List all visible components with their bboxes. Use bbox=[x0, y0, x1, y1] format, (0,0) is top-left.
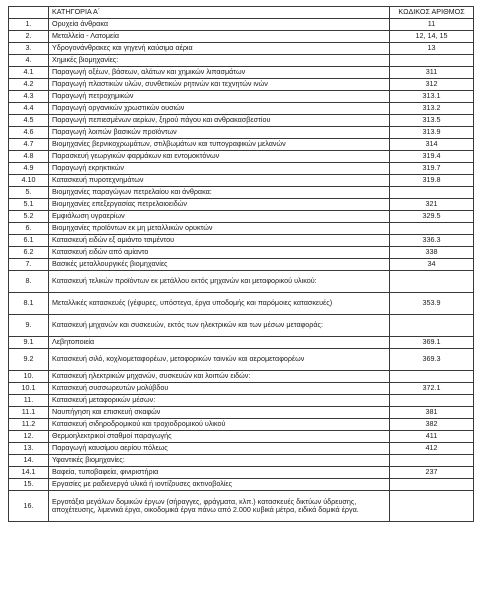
row-description: Κατασκευή σιδηροδρομικού και τροχιοδρομικού υλικού bbox=[49, 419, 390, 431]
row-code: 313.1 bbox=[390, 91, 474, 103]
row-number: 6. bbox=[9, 223, 49, 235]
table-row bbox=[9, 479, 474, 491]
row-number: 5.1 bbox=[9, 199, 49, 211]
row-number: 16. bbox=[9, 491, 49, 522]
row-code bbox=[390, 315, 474, 337]
row-code: 313.9 bbox=[390, 127, 474, 139]
row-number: 14.1 bbox=[9, 467, 49, 479]
header-category: ΚΑΤΗΓΟΡΙΑ Α΄ bbox=[49, 7, 390, 19]
table-row bbox=[9, 19, 474, 31]
row-description: Μεταλλικές κατασκευές (γέφυρες, υπόστεγα, έργα υποδομής και παρόμοιες κατασκευές) bbox=[49, 293, 390, 315]
row-description: Παραγωγή πετροχημικών bbox=[49, 91, 390, 103]
row-code bbox=[390, 223, 474, 235]
row-code: 13 bbox=[390, 43, 474, 55]
row-number: 10.1 bbox=[9, 383, 49, 395]
row-description: Κατασκευή πυροτεχνημάτων bbox=[49, 175, 390, 187]
table-row bbox=[9, 67, 474, 79]
table-row bbox=[9, 491, 474, 522]
row-number: 11. bbox=[9, 395, 49, 407]
row-description: Ορυχεία άνθρακα bbox=[49, 19, 390, 31]
row-code: 329.5 bbox=[390, 211, 474, 223]
table-row bbox=[9, 419, 474, 431]
row-description: Παρασκευή γεωργικών φαρμάκων και εντομοκτόνων bbox=[49, 151, 390, 163]
row-number: 2. bbox=[9, 31, 49, 43]
row-number: 14. bbox=[9, 455, 49, 467]
table-row bbox=[9, 247, 474, 259]
row-code bbox=[390, 55, 474, 67]
row-number: 15. bbox=[9, 479, 49, 491]
row-description: Παραγωγή οργανικών χρωστικών ουσιών bbox=[49, 103, 390, 115]
row-number: 9.1 bbox=[9, 337, 49, 349]
table-row bbox=[9, 139, 474, 151]
row-description: Παραγωγή καυσίμου αερίου πόλεως bbox=[49, 443, 390, 455]
row-code: 338 bbox=[390, 247, 474, 259]
row-code: 12, 14, 15 bbox=[390, 31, 474, 43]
table-body bbox=[9, 19, 474, 522]
row-code bbox=[390, 491, 474, 522]
table-row bbox=[9, 127, 474, 139]
row-code: 412 bbox=[390, 443, 474, 455]
table-row bbox=[9, 91, 474, 103]
table-row bbox=[9, 337, 474, 349]
row-number: 4.8 bbox=[9, 151, 49, 163]
row-code: 381 bbox=[390, 407, 474, 419]
table-row bbox=[9, 187, 474, 199]
row-code: 313.2 bbox=[390, 103, 474, 115]
row-description: Παραγωγή πλαστικών υλών, συνθετικών ρητινών και τεχνητών ινών bbox=[49, 79, 390, 91]
row-code: 411 bbox=[390, 431, 474, 443]
row-code: 311 bbox=[390, 67, 474, 79]
table-row bbox=[9, 371, 474, 383]
row-code: 372.1 bbox=[390, 383, 474, 395]
row-description: Μεταλλεία - Λατομεία bbox=[49, 31, 390, 43]
row-code: 34 bbox=[390, 259, 474, 271]
row-description: Κατασκευή ειδών από αμίαντο bbox=[49, 247, 390, 259]
table-row bbox=[9, 455, 474, 467]
table-row bbox=[9, 163, 474, 175]
row-code: 237 bbox=[390, 467, 474, 479]
table-row bbox=[9, 407, 474, 419]
table-row bbox=[9, 431, 474, 443]
row-number: 6.1 bbox=[9, 235, 49, 247]
table-row bbox=[9, 395, 474, 407]
row-description: Κατασκευή τελικών προϊόντων εκ μετάλλου εκτός μηχανών και μεταφορικού υλικού: bbox=[49, 271, 390, 293]
table-row bbox=[9, 199, 474, 211]
row-number: 4.10 bbox=[9, 175, 49, 187]
row-number: 5.2 bbox=[9, 211, 49, 223]
row-description: Χημικές βιομηχανίες: bbox=[49, 55, 390, 67]
row-description: Υδρογονάνθρακες και γηγενή καύσιμα αέρια bbox=[49, 43, 390, 55]
row-description: Υφαντικές βιομηχανίες: bbox=[49, 455, 390, 467]
row-description: Παραγωγή πεπιεσμένων αερίων, ξηρού πάγου και ανθρακασβεστίου bbox=[49, 115, 390, 127]
row-number: 4.1 bbox=[9, 67, 49, 79]
row-description: Βιομηχανίες βερνικοχρωμάτων, στιλβωμάτων και τυπογραφικών μελανών bbox=[49, 139, 390, 151]
row-number: 4.6 bbox=[9, 127, 49, 139]
table-row bbox=[9, 383, 474, 395]
row-description: Κατασκευή σιλό, κοχλιομεταφορέων, μεταφορικών ταινιών και αερομεταφορέων bbox=[49, 349, 390, 371]
row-description: Εργοτάξια μεγάλων δομικών έργων (σήραγγες, φράγματα, κλπ.) κατασκευές δικτύων ύδρευσης, αποχέτευσης, λιμενικά έργα, οικοδομικά έργα πάνω από 2.000 κυβικά μέτρα, ειδικά δομικά έργα. bbox=[49, 491, 390, 522]
row-code bbox=[390, 455, 474, 467]
row-description: Βασικές μεταλλουργικές βιομηχανίες bbox=[49, 259, 390, 271]
row-description: Κατασκευή ηλεκτρικών μηχανών, συσκευών και λοιπών ειδών: bbox=[49, 371, 390, 383]
row-description: Παραγωγή εκρηκτικών bbox=[49, 163, 390, 175]
row-description: Παραγωγή λοιπών βασικών προϊόντων bbox=[49, 127, 390, 139]
row-code: 321 bbox=[390, 199, 474, 211]
row-description: Ναυπήγηση και επισκευή σκαφών bbox=[49, 407, 390, 419]
row-code bbox=[390, 479, 474, 491]
row-description: Κατασκευή μηχανών και συσκευών, εκτός των ηλεκτρικών και των μέσων μεταφοράς: bbox=[49, 315, 390, 337]
row-description: Κατασκευή μεταφορικών μέσων: bbox=[49, 395, 390, 407]
table-row bbox=[9, 115, 474, 127]
row-code: 353.9 bbox=[390, 293, 474, 315]
header-number bbox=[9, 7, 49, 19]
table-row bbox=[9, 103, 474, 115]
row-code bbox=[390, 187, 474, 199]
row-code: 369.3 bbox=[390, 349, 474, 371]
table-row bbox=[9, 175, 474, 187]
table-row bbox=[9, 259, 474, 271]
row-description: Θερμοηλεκτρικοί σταθμοί παραγωγής bbox=[49, 431, 390, 443]
table-header-row bbox=[9, 7, 474, 19]
row-code bbox=[390, 395, 474, 407]
table-row bbox=[9, 55, 474, 67]
table-row bbox=[9, 443, 474, 455]
row-description: Κατασκευή ειδών εξ αμιάντο τσιμέντου bbox=[49, 235, 390, 247]
row-number: 13. bbox=[9, 443, 49, 455]
row-code: 11 bbox=[390, 19, 474, 31]
row-description: Εργασίες με ραδιενεργά υλικά ή ιοντίζουσες ακτινοβολίες bbox=[49, 479, 390, 491]
row-number: 12. bbox=[9, 431, 49, 443]
row-number: 4.3 bbox=[9, 91, 49, 103]
row-code: 336.3 bbox=[390, 235, 474, 247]
table-row bbox=[9, 315, 474, 337]
table-row bbox=[9, 79, 474, 91]
row-number: 6.2 bbox=[9, 247, 49, 259]
category-table bbox=[8, 6, 474, 522]
table-row bbox=[9, 271, 474, 293]
table-row bbox=[9, 151, 474, 163]
row-number: 8.1 bbox=[9, 293, 49, 315]
row-number: 1. bbox=[9, 19, 49, 31]
table-row bbox=[9, 211, 474, 223]
row-code: 319.4 bbox=[390, 151, 474, 163]
table-row bbox=[9, 31, 474, 43]
header-code: ΚΩΔΙΚΟΣ ΑΡΙΘΜΟΣ bbox=[390, 7, 474, 19]
table-row bbox=[9, 293, 474, 315]
row-number: 4.9 bbox=[9, 163, 49, 175]
row-number: 4.5 bbox=[9, 115, 49, 127]
row-number: 11.1 bbox=[9, 407, 49, 419]
table-row bbox=[9, 223, 474, 235]
row-description: Βιομηχανίες επεξεργασίας πετρελαιοειδών bbox=[49, 199, 390, 211]
row-number: 5. bbox=[9, 187, 49, 199]
row-description: Βαφεία, τυποβαφεία, φινιριστήρια bbox=[49, 467, 390, 479]
row-code bbox=[390, 371, 474, 383]
row-code: 319.7 bbox=[390, 163, 474, 175]
row-code: 319.8 bbox=[390, 175, 474, 187]
row-description: Παραγωγή οξέων, βάσεων, αλάτων και χημικών λιπασμάτων bbox=[49, 67, 390, 79]
row-code: 312 bbox=[390, 79, 474, 91]
row-description: Κατασκευή συσσωρευτών μολύβδου bbox=[49, 383, 390, 395]
row-number: 9.2 bbox=[9, 349, 49, 371]
row-description: Βιομηχανίες παραγώγων πετρελαίου και άνθρακα: bbox=[49, 187, 390, 199]
row-number: 4.4 bbox=[9, 103, 49, 115]
row-description: Βιομηχανίες προϊόντων εκ μη μεταλλικών ορυκτών bbox=[49, 223, 390, 235]
row-code: 313.5 bbox=[390, 115, 474, 127]
table-row bbox=[9, 43, 474, 55]
row-number: 9. bbox=[9, 315, 49, 337]
row-number: 4. bbox=[9, 55, 49, 67]
row-code bbox=[390, 271, 474, 293]
table-row bbox=[9, 349, 474, 371]
row-code: 314 bbox=[390, 139, 474, 151]
row-description: Εμφιάλωση υγραερίων bbox=[49, 211, 390, 223]
row-code: 369.1 bbox=[390, 337, 474, 349]
row-code: 382 bbox=[390, 419, 474, 431]
row-number: 4.2 bbox=[9, 79, 49, 91]
row-number: 3. bbox=[9, 43, 49, 55]
row-description: Λεβητοποιεία bbox=[49, 337, 390, 349]
row-number: 4.7 bbox=[9, 139, 49, 151]
table-row bbox=[9, 467, 474, 479]
row-number: 10. bbox=[9, 371, 49, 383]
row-number: 11.2 bbox=[9, 419, 49, 431]
row-number: 8. bbox=[9, 271, 49, 293]
row-number: 7. bbox=[9, 259, 49, 271]
table-row bbox=[9, 235, 474, 247]
